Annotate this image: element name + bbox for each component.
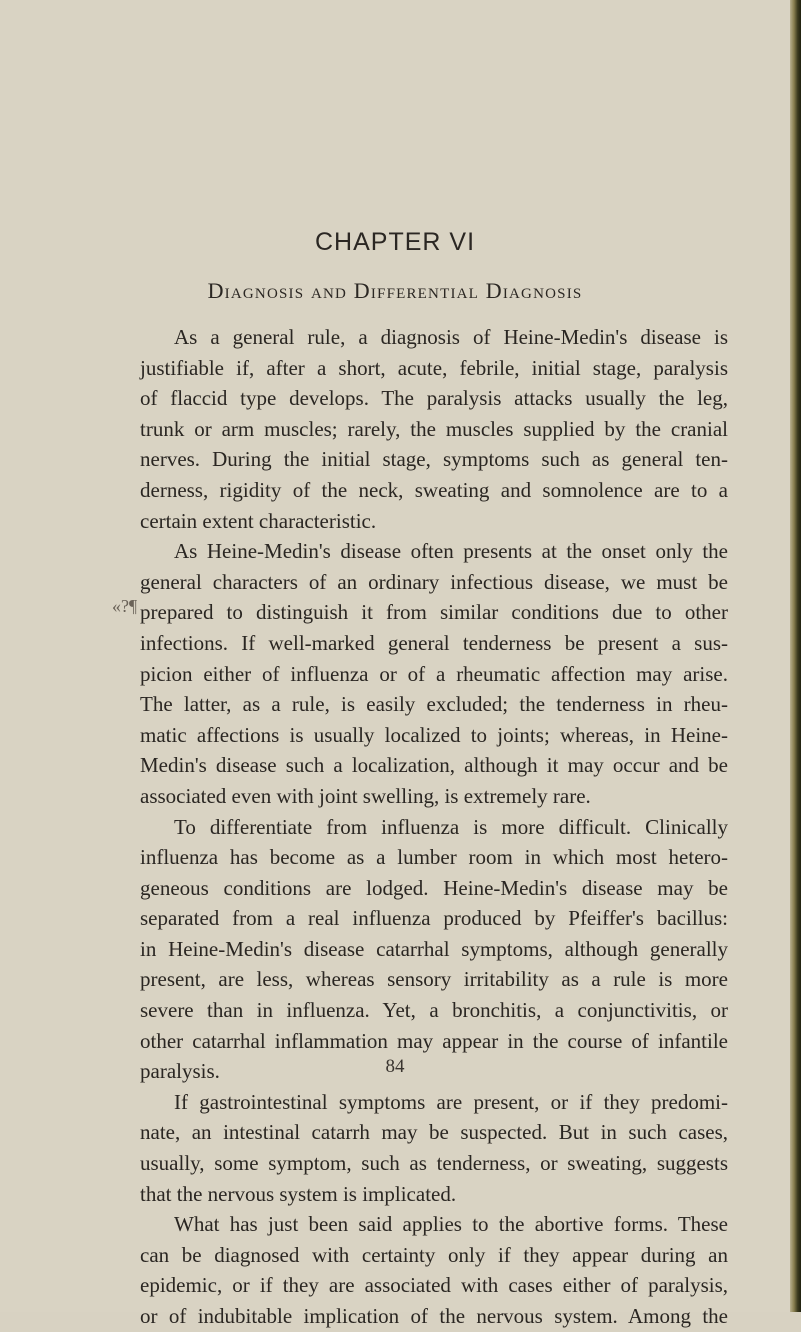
text-line: that the nervous system is implicated.: [140, 1181, 457, 1206]
text-line: can be diagnosed with certainty only if they appear during an: [140, 1242, 728, 1267]
chapter-heading: CHAPTER VI: [314, 228, 476, 256]
text-line: general characters of an ordinary infectious disease, we must be: [140, 569, 728, 594]
text-line: If gastrointestinal symptoms are present, or if they predomi-: [174, 1089, 728, 1114]
text-line: derness, rigidity of the neck, sweating and somnolence are to a: [140, 477, 728, 502]
text-line: other catarrhal inflammation may appear in the course of infantile: [140, 1028, 728, 1053]
binding-edge: [790, 0, 801, 1312]
text-line: associated even with joint swelling, is extremely rare.: [140, 783, 591, 808]
body-text: [140, 322, 728, 1332]
text-line: in Heine-Medin's disease catarrhal symptoms, although generally: [140, 936, 728, 961]
text-line: justifiable if, after a short, acute, febrile, initial stage, paralysis: [140, 355, 728, 380]
text-line: nerves. During the initial stage, symptoms such as general ten-: [140, 447, 728, 472]
text-line: As a general rule, a diagnosis of Heine-Medin's disease is: [174, 325, 728, 349]
text-line: To differentiate from influenza is more difficult. Clinically: [174, 814, 728, 839]
text-line: separated from a real influenza produced by Pfeiffer's bacillus:: [140, 906, 728, 931]
text-line: prepared to distinguish it from similar conditions due to other: [140, 600, 728, 625]
text-line: or of indubitable implication of the nervous system. Among the: [140, 1304, 728, 1328]
text-line: Medin's disease such a localization, although it may occur and be: [140, 753, 728, 778]
text-line: paralysis.: [140, 1059, 220, 1084]
text-line: present, are less, whereas sensory irritability as a rule is more: [140, 967, 728, 992]
text-line: certain extent characteristic.: [140, 508, 377, 533]
text-line: usually, some symptom, such as tenderness, or sweating, suggests: [140, 1151, 728, 1176]
text-line: of flaccid type develops. The paralysis attacks usually the leg,: [140, 386, 728, 411]
text-line: What has just been said applies to the abortive forms. These: [174, 1212, 728, 1237]
text-line: As Heine-Medin's disease often presents at the onset only the: [174, 539, 728, 564]
page-number: 84: [385, 1056, 405, 1077]
margin-mark: «?¶: [112, 596, 138, 616]
text-line: epidemic, or if they are associated with cases either of paralysis,: [140, 1273, 728, 1298]
section-title: Diagnosis and Differential Diagnosis: [207, 278, 583, 303]
text-line: infections. If well-marked general tenderness be present a sus-: [140, 630, 728, 655]
text-line: The latter, as a rule, is easily excluded; the tenderness in rheu-: [140, 692, 728, 717]
text-line: geneous conditions are lodged. Heine-Medin's disease may be: [140, 875, 728, 900]
text-line: matic affections is usually localized to joints; whereas, in Heine-: [140, 722, 728, 747]
text-line: picion either of influenza or of a rheumatic affection may arise.: [140, 661, 728, 686]
text-line: nate, an intestinal catarrh may be suspected. But in such cases,: [140, 1120, 728, 1145]
text-line: trunk or arm muscles; rarely, the muscles supplied by the cranial: [140, 416, 728, 441]
text-line: severe than in influenza. Yet, a bronchitis, a conjunctivitis, or: [140, 998, 728, 1023]
text-line: influenza has become as a lumber room in which most hetero-: [140, 845, 728, 870]
